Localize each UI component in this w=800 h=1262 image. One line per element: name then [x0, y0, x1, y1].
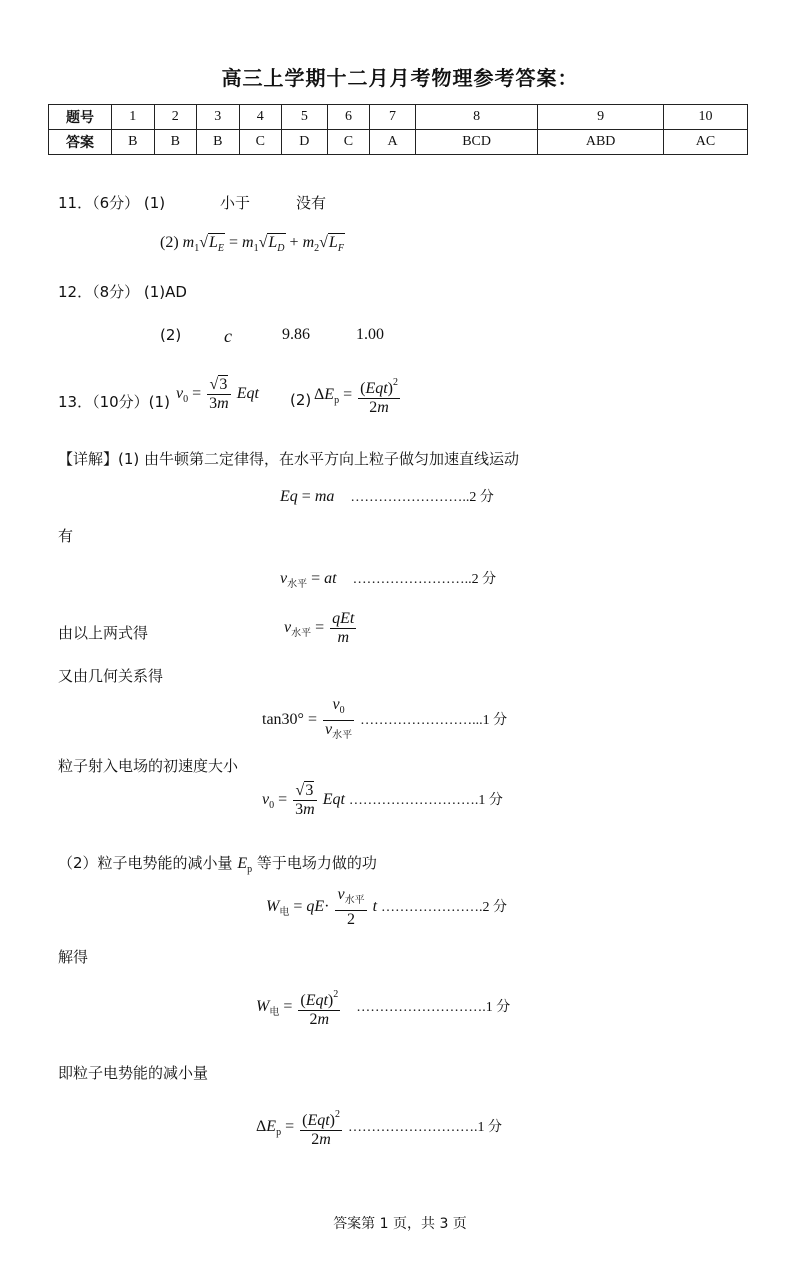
eq-tan-score: ……………………...1 分 [360, 713, 508, 729]
eq-tan: tan30° = $\frac{v_0}{v_{水平}}$ ……………………...1 分 [262, 696, 508, 741]
eq-delta-ep: $\Delta E_p$ = $\frac{(Eqt)^2}{2m}$ ……………………….1 分 [256, 1106, 502, 1149]
q11-answer-1: 小于 [220, 194, 251, 212]
q11-answer-2: 没有 [296, 194, 327, 212]
answer-cell: ABD [538, 130, 664, 155]
number-cell: 3 [197, 105, 240, 130]
row-label-number: 题号 [49, 105, 112, 130]
text-combine: 由以上两式得 [58, 624, 149, 642]
eq-work: $W_电 = qE\cdot$ $\frac{v_{水平}}{2}$ t ………………….2 分 [266, 886, 508, 928]
q13-part2-label: (2) [290, 391, 312, 409]
answer-cell: B [197, 130, 240, 155]
answer-cell: D [282, 130, 328, 155]
answer-cell: AC [663, 130, 747, 155]
text-speed: 粒子射入电场的初速度大小 [58, 757, 239, 775]
number-cell: 2 [154, 105, 197, 130]
eq-delta-ep-score: ……………………….1 分 [347, 1120, 502, 1136]
table-row-answers [49, 130, 748, 155]
text-you: 有 [58, 527, 74, 545]
q12-answer-l: 1.00 [356, 326, 384, 343]
number-cell: 8 [415, 105, 537, 130]
number-cell: 4 [239, 105, 282, 130]
text-part2-a: （2）粒子电势能的减小量 [58, 854, 233, 872]
eq-work-score: ………………….2 分 [381, 900, 508, 916]
eq-velocity: $v_{水平}$ = at ……………………..2 分 [280, 570, 497, 590]
page-footer: 答案第 1 页，共 3 页 [333, 1216, 467, 1232]
answer-cell: B [112, 130, 155, 155]
table-row-numbers [49, 105, 748, 130]
q12-part2-label: (2) [160, 326, 182, 344]
text-geometry: 又由几何关系得 [58, 667, 164, 685]
number-cell: 1 [112, 105, 155, 130]
eq-velocity-score: ……………………..2 分 [352, 572, 497, 587]
text-decrease: 即粒子电势能的减小量 [58, 1064, 209, 1082]
answer-cell: A [370, 130, 416, 155]
answer-cell: C [239, 130, 282, 155]
q12-answer-c: c [224, 326, 232, 346]
number-cell: 6 [327, 105, 370, 130]
number-cell: 5 [282, 105, 328, 130]
q12-label: 12．（8分） (1)AD [58, 283, 187, 301]
eq-v0-score: ……………………….1 分 [348, 793, 503, 809]
answer-table [48, 104, 748, 155]
eq-work-result: $W_电$ = $\frac{(Eqt)^2}{2m}$ ……………………….1 分 [256, 986, 510, 1029]
q11-label: 11．（6分） (1) [58, 194, 166, 212]
eq-newton-score: ……………………..2 分 [350, 490, 494, 505]
answer-cell: B [154, 130, 197, 155]
detail-intro: 【详解】(1) 由牛顿第二定律得，在水平方向上粒子做匀加速直线运动 [58, 450, 520, 468]
q11-part2-label: (2) [160, 234, 179, 251]
row-label-answer: 答案 [49, 130, 112, 155]
q13-label: 13．（10分）(1) [58, 393, 170, 411]
eq-v0: $v_0$ = $\frac{√3}{3m}$ Eqt ……………………….1 分 [262, 782, 503, 818]
eq-work-result-score: ……………………….1 分 [356, 1000, 511, 1016]
q13-answer-2: $\Delta E_p$ = $\frac{(Eqt)^2}{2m}$ [314, 374, 402, 417]
number-cell: 10 [663, 105, 747, 130]
text-part2-b: 等于电场力做的功 [256, 854, 377, 872]
eq-combined: $v_{水平}$ = $\frac{\text{qEt}}{m}$ [284, 610, 355, 646]
page-title: 高三上学期十二月月考物理参考答案： [221, 66, 579, 90]
text-part2: （2）粒子电势能的减小量 $E_p$ 等于电场力做的功 [58, 854, 377, 875]
q11-formula: (2) $m_1√L_E = m_1√L_D + m_2√L_F$ [160, 234, 344, 254]
text-solve: 解得 [58, 948, 89, 966]
answer-cell: C [327, 130, 370, 155]
eq-newton: Eq = ma ……………………..2 分 [280, 488, 494, 505]
q12-answer-g: 9.86 [282, 326, 310, 343]
answer-cell: BCD [415, 130, 537, 155]
q13-answer-1: $v_0$ = $\frac{√3}{3m}$ Eqt [176, 376, 259, 412]
number-cell: 9 [538, 105, 664, 130]
number-cell: 7 [370, 105, 416, 130]
